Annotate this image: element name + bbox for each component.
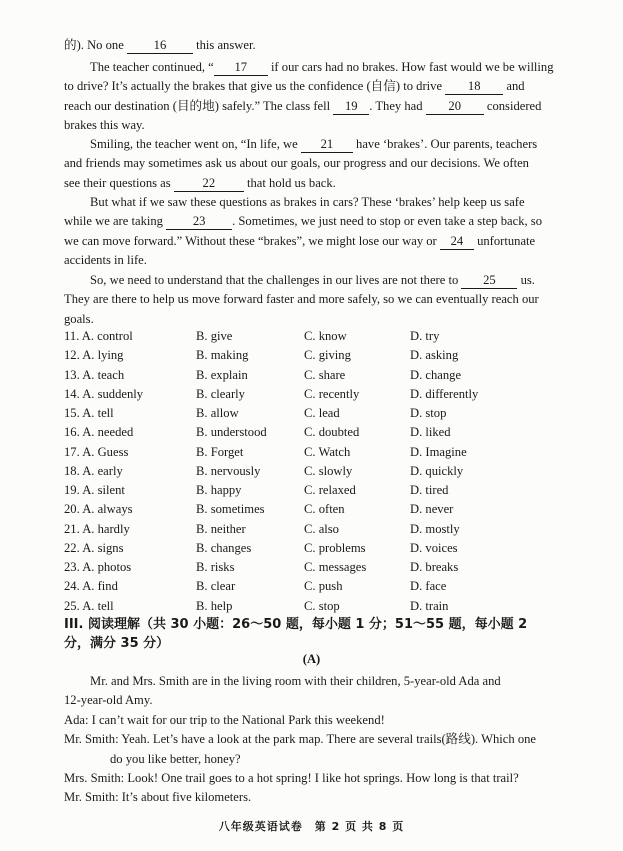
text-line <box>64 135 575 154</box>
text-line: goals. <box>64 311 94 326</box>
option-d: D. differently <box>410 386 479 401</box>
text: Smiling, the teacher went on, “In life, we <box>90 137 298 151</box>
text-line <box>64 174 575 193</box>
option-row <box>64 406 575 425</box>
blank-20: 20 <box>426 99 484 115</box>
option-row <box>64 541 575 560</box>
text: unfortunate <box>477 233 536 248</box>
blank-23: 23 <box>166 214 232 230</box>
dialogue-line: Mr. Smith: It’s about five kilometers. <box>64 790 252 805</box>
option-b: B. happy <box>196 483 242 497</box>
text-line <box>64 36 575 55</box>
option-b: B. give <box>196 329 233 343</box>
dialogue-line: Mrs. Smith: Look! One trail goes to a hot spring! I like hot springs. How long is that trail? <box>64 770 519 785</box>
text: . Sometimes, we just need to stop or even take a step back, so <box>232 214 543 229</box>
option-b: B. clear <box>196 579 236 594</box>
blank-17: 17 <box>214 60 268 76</box>
part-label: (A) <box>302 652 321 666</box>
option-a: 23. A. photos <box>64 560 132 574</box>
option-row <box>64 522 575 541</box>
option-row <box>64 483 575 502</box>
option-a: 24. A. find <box>64 579 118 594</box>
text: see their questions as <box>64 175 171 190</box>
option-c: C. often <box>304 502 345 517</box>
blank-21: 21 <box>301 137 353 153</box>
text-line: But what if we saw these questions as brakes in cars? These ‘brakes’ help keep us safe <box>90 195 525 209</box>
text: reach our destination (目的地) safely.” The class fell <box>64 98 331 113</box>
option-b: B. nervously <box>196 463 261 478</box>
option-c: C. lead <box>304 406 340 420</box>
option-d: D. try <box>410 329 440 343</box>
passage-paragraph-4 <box>64 193 575 271</box>
option-c: C. push <box>304 579 343 594</box>
option-d: D. Imagine <box>410 444 467 459</box>
text: 的). No one <box>64 38 124 52</box>
option-a: 25. A. tell <box>64 598 114 613</box>
passage-paragraph-5 <box>64 271 575 329</box>
option-c: C. also <box>304 521 339 536</box>
option-c: C. know <box>304 329 347 343</box>
option-d: D. breaks <box>410 560 459 574</box>
text-line: 12-year-old Amy. <box>64 693 153 708</box>
passage-paragraph-1 <box>64 36 575 55</box>
option-c: C. slowly <box>304 463 353 478</box>
text: The teacher continued, “ <box>90 60 214 74</box>
option-b: B. changes <box>196 540 252 555</box>
option-a: 20. A. always <box>64 502 133 517</box>
option-c: C. messages <box>304 560 367 574</box>
option-a: 22. A. signs <box>64 540 124 555</box>
option-b: B. neither <box>196 521 246 536</box>
option-c: C. relaxed <box>304 483 356 497</box>
page-footer: 八年级英语试卷 第 2 页 共 8 页 <box>218 820 405 833</box>
option-b: B. Forget <box>196 444 244 459</box>
option-b: B. allow <box>196 406 239 420</box>
option-row <box>64 368 575 387</box>
option-d: D. liked <box>410 425 451 440</box>
text-line <box>64 77 575 96</box>
text-line <box>64 97 575 116</box>
section-title-line-2: 分，满分 35 分） <box>64 636 170 651</box>
option-c: C. problems <box>304 540 366 555</box>
option-d: D. never <box>410 502 454 517</box>
text: have ‘brakes’. Our parents, teachers <box>356 137 538 151</box>
dialogue-line: do you like better, honey? <box>110 751 241 766</box>
option-d: D. asking <box>410 348 459 363</box>
blank-18: 18 <box>445 79 503 95</box>
option-b: B. sometimes <box>196 502 265 517</box>
reading-a <box>64 672 575 808</box>
option-b: B. understood <box>196 425 267 440</box>
option-row <box>64 502 575 521</box>
option-row <box>64 445 575 464</box>
option-c: C. stop <box>304 598 340 613</box>
option-b: B. making <box>196 348 249 363</box>
section-title-line-1: III. 阅读理解（共 30 小题：26～50 题，每小题 1 分；51～55 题，每小题 2 <box>64 617 528 632</box>
text: this answer. <box>196 38 256 52</box>
option-a: 18. A. early <box>64 463 123 478</box>
text: us. <box>520 273 535 287</box>
text-line: brakes this way. <box>64 118 145 133</box>
passage-paragraph-3 <box>64 135 575 193</box>
option-c: C. giving <box>304 348 351 363</box>
text: while we are taking <box>64 214 163 229</box>
option-a: 19. A. silent <box>64 483 125 497</box>
option-d: D. voices <box>410 540 458 555</box>
text: and <box>506 79 525 94</box>
option-c: C. Watch <box>304 444 351 459</box>
option-c: C. recently <box>304 386 360 401</box>
blank-25: 25 <box>461 273 517 289</box>
option-d: D. quickly <box>410 463 464 478</box>
option-row <box>64 560 575 579</box>
text-line <box>64 271 575 290</box>
passage-paragraph-2 <box>64 58 575 136</box>
option-row <box>64 329 575 348</box>
text-line: Mr. and Mrs. Smith are in the living room with their children, 5-year-old Ada and <box>90 674 501 688</box>
text: So, we need to understand that the challenges in our lives are not there to <box>90 273 459 287</box>
option-d: D. change <box>410 367 462 382</box>
option-d: D. stop <box>410 406 447 420</box>
option-c: C. share <box>304 367 346 382</box>
blank-19: 19 <box>333 99 369 115</box>
option-b: B. clearly <box>196 386 245 401</box>
text: we can move forward.” Without these “brakes”, we might lose our way or <box>64 233 437 248</box>
option-row <box>64 464 575 483</box>
option-b: B. help <box>196 598 233 613</box>
answer-options <box>64 329 575 618</box>
blank-16: 16 <box>127 38 193 54</box>
option-a: 15. A. tell <box>64 406 114 420</box>
option-c: C. doubted <box>304 425 360 440</box>
option-row <box>64 425 575 444</box>
text: . They had <box>369 98 423 113</box>
option-d: D. tired <box>410 483 449 497</box>
text-line <box>64 232 575 251</box>
option-a: 14. A. suddenly <box>64 386 144 401</box>
dialogue-line: Ada: I can’t wait for our trip to the National Park this weekend! <box>64 712 385 727</box>
text-line <box>64 58 575 77</box>
option-d: D. train <box>410 598 449 613</box>
option-d: D. mostly <box>410 521 460 536</box>
option-a: 21. A. hardly <box>64 521 130 536</box>
option-a: 17. A. Guess <box>64 444 129 459</box>
text: that hold us back. <box>246 175 336 190</box>
text-line: They are there to help us move forward faster and more safely, so we can eventually reach our <box>64 292 539 307</box>
text-line: and friends may sometimes ask us about our goals, our progress and our decisions. We often <box>64 156 529 171</box>
dialogue-line: Mr. Smith: Yeah. Let’s have a look at the park map. There are several trails(路线). Which one <box>64 732 537 747</box>
section-3-heading <box>64 615 575 653</box>
option-row <box>64 348 575 367</box>
option-b: B. explain <box>196 367 248 382</box>
option-a: 12. A. lying <box>64 348 124 363</box>
blank-22: 22 <box>174 176 244 192</box>
text-line: accidents in life. <box>64 253 147 268</box>
option-a: 16. A. needed <box>64 425 134 440</box>
blank-24: 24 <box>440 234 474 250</box>
option-d: D. face <box>410 579 447 594</box>
option-a: 11. A. control <box>64 329 133 343</box>
text: if our cars had no brakes. How fast would we be willing <box>270 60 554 74</box>
option-b: B. risks <box>196 560 235 574</box>
text-line <box>64 212 575 231</box>
option-a: 13. A. teach <box>64 367 125 382</box>
option-row <box>64 579 575 598</box>
option-row <box>64 387 575 406</box>
text: considered <box>486 98 542 113</box>
text: to drive? It’s actually the brakes that give us the confidence (自信) to drive <box>64 79 443 94</box>
